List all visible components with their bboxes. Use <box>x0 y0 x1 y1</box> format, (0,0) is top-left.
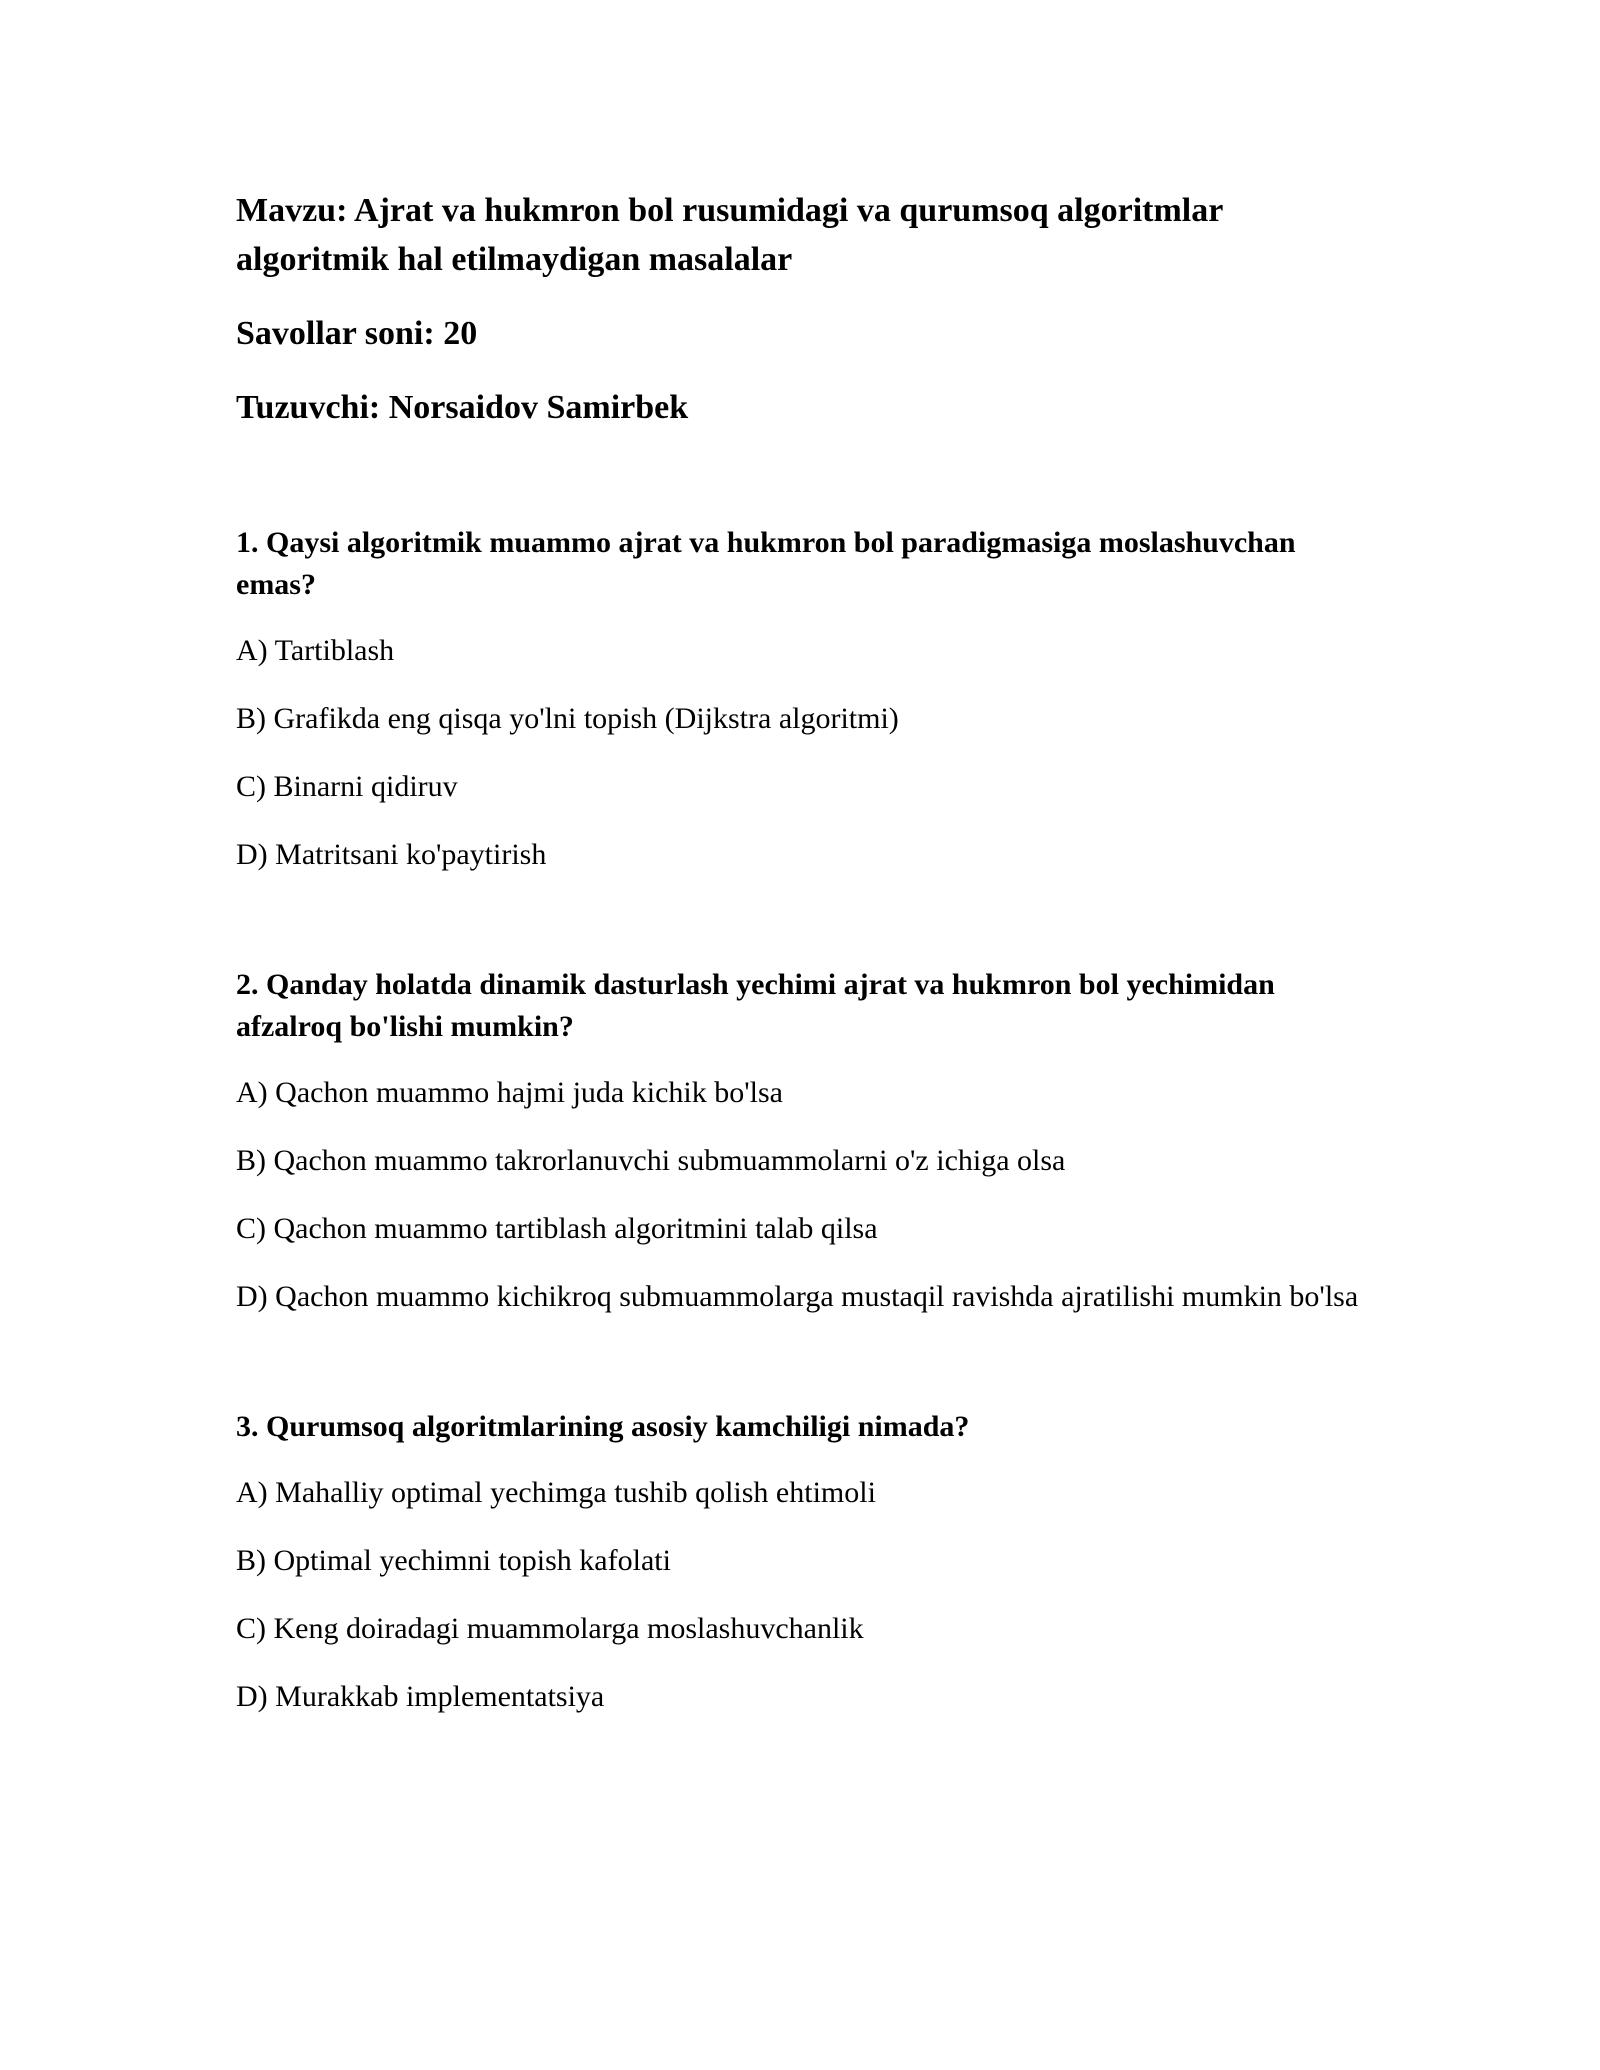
option-c: C) Keng doiradagi muammolarga moslashuvchanlik <box>236 1612 864 1645</box>
question-text: 1. Qaysi algoritmik muammo ajrat va hukmron bol paradigmasiga moslashuvchan emas? <box>236 526 1296 601</box>
option-d: D) Qachon muammo kichikroq submuammolarga mustaqil ravishda ajratilishi mumkin bo'lsa <box>236 1280 1359 1313</box>
option-c: C) Binarni qidiruv <box>236 770 458 803</box>
option-a: A) Qachon muammo hajmi juda kichik bo'lsa <box>236 1076 783 1109</box>
author: Tuzuvchi: Norsaidov Samirbek <box>236 389 689 426</box>
question-text: 3. Qurumsoq algoritmlarining asosiy kamchiligi nimada? <box>236 1410 970 1443</box>
question-1 <box>236 522 1366 876</box>
document-page <box>236 186 1366 1718</box>
question-text: 2. Qanday holatda dinamik dasturlash yechimi ajrat va hukmron bol yechimidan afzalroq bo'lishi mumkin? <box>236 968 1275 1043</box>
question-count: Savollar soni: 20 <box>236 315 478 352</box>
option-a: A) Tartiblash <box>236 634 395 667</box>
option-a: A) Mahalliy optimal yechimga tushib qolish ehtimoli <box>236 1476 876 1509</box>
option-b: B) Grafikda eng qisqa yo'lni topish (Dijkstra algoritmi) <box>236 702 899 735</box>
option-d: D) Matritsani ko'paytirish <box>236 838 547 871</box>
option-b: B) Optimal yechimni topish kafolati <box>236 1544 671 1577</box>
question-3 <box>236 1406 1366 1718</box>
option-c: C) Qachon muammo tartiblash algoritmini talab qilsa <box>236 1212 878 1245</box>
document-title: Mavzu: Ajrat va hukmron bol rusumidagi va qurumsoq algoritmlar algoritmik hal etilmaydigan masalalar <box>236 192 1223 278</box>
option-d: D) Murakkab implementatsiya <box>236 1680 605 1713</box>
question-2 <box>236 964 1366 1318</box>
option-b: B) Qachon muammo takrorlanuvchi submuammolarni o'z ichiga olsa <box>236 1144 1066 1177</box>
question-list <box>236 522 1366 1718</box>
